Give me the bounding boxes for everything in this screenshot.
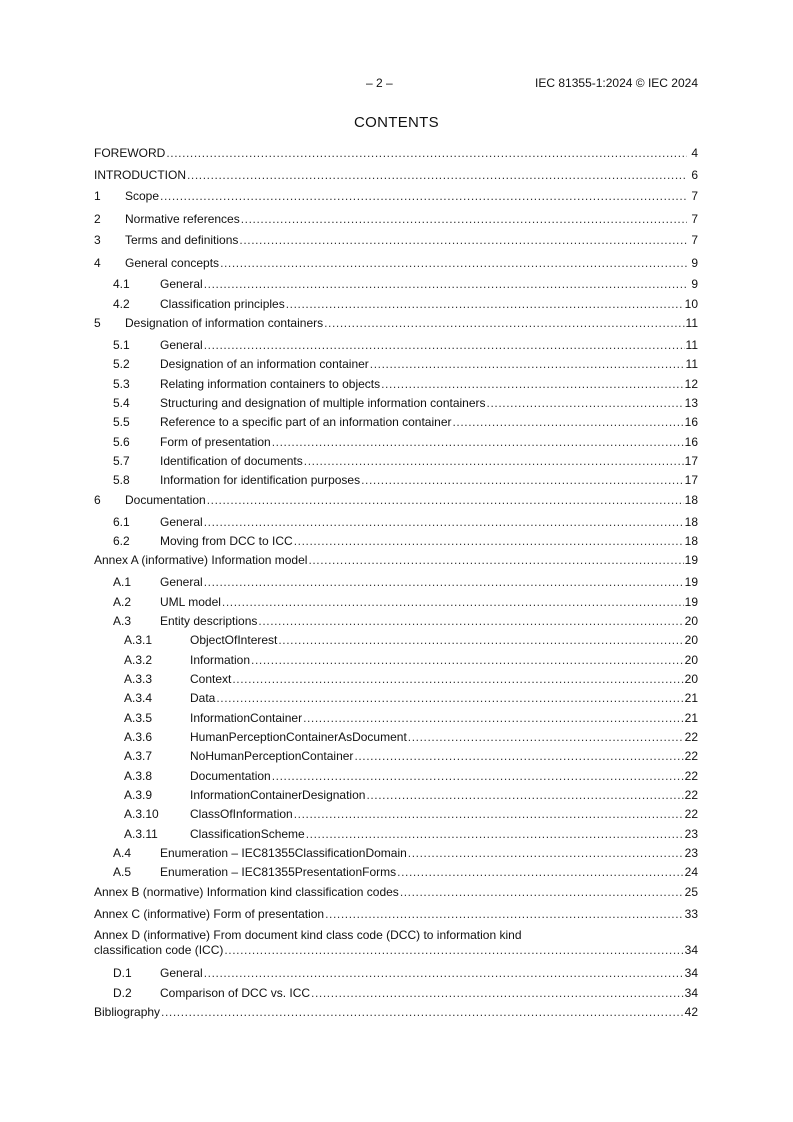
leader-dots	[272, 434, 684, 450]
toc-entry-title: General	[160, 338, 203, 352]
toc-entry-bibliography[interactable]	[94, 1004, 698, 1020]
toc-entry-6-2[interactable]	[94, 533, 698, 549]
toc-page-number: 11	[685, 357, 698, 371]
leader-dots	[487, 395, 684, 411]
toc-page-number: 20	[684, 672, 698, 686]
toc-entry-introduction[interactable]	[94, 167, 698, 183]
toc-entry-number: 5.4	[113, 396, 130, 410]
leader-dots	[294, 806, 684, 822]
toc-entry-title: INTRODUCTION	[94, 168, 186, 182]
toc-entry-title: Bibliography	[94, 1005, 161, 1019]
toc-entry-title: Enumeration – IEC81355PresentationForms	[160, 865, 397, 879]
leader-dots	[311, 985, 684, 1001]
toc-entry-a-3-2[interactable]	[94, 652, 698, 668]
leader-dots	[258, 613, 683, 629]
toc-entry-3[interactable]	[94, 232, 698, 248]
toc-page-number: 18	[684, 515, 698, 529]
leader-dots	[224, 942, 683, 958]
toc-entry-a-5[interactable]	[94, 864, 698, 880]
toc-entry-title: Form of presentation	[160, 435, 271, 449]
toc-entry-a-3-8[interactable]	[94, 768, 698, 784]
toc-page-number: 6	[691, 168, 698, 182]
toc-entry-title: Documentation	[190, 769, 271, 783]
toc-entry-title: classification code (ICC)	[94, 943, 224, 957]
toc-page-number: 7	[691, 233, 698, 247]
toc-entry-number: A.3.11	[124, 827, 158, 841]
toc-entry-5-7[interactable]	[94, 453, 698, 469]
toc-page-number: 25	[684, 885, 698, 899]
toc-entry-title: UML model	[160, 595, 221, 609]
toc-page-number: 22	[684, 730, 698, 744]
toc-entry-annex-d-line1[interactable]: Annex D (informative) From document kind class code (DCC) to information kind	[94, 928, 522, 942]
toc-entry-title: Terms and definitions	[125, 233, 239, 247]
toc-entry-number: 2	[94, 212, 101, 226]
toc-entry-title: General	[160, 575, 203, 589]
leader-dots	[286, 296, 684, 312]
toc-entry-number: 4.1	[113, 277, 130, 291]
toc-entry-number: A.3.5	[124, 711, 153, 725]
toc-page-number: 33	[684, 907, 698, 921]
toc-entry-number: A.4	[113, 846, 132, 860]
leader-dots	[453, 414, 684, 430]
toc-entry-number: A.3.4	[124, 691, 153, 705]
leader-dots	[397, 864, 684, 880]
toc-page-number: 4	[691, 146, 698, 160]
toc-page-number: 12	[684, 377, 698, 391]
toc-entry-title: ClassificationScheme	[190, 827, 305, 841]
leader-dots	[400, 884, 684, 900]
toc-entry-number: A.3.3	[124, 672, 153, 686]
toc-entry-a-3-3[interactable]	[94, 671, 698, 687]
toc-page-number: 42	[684, 1005, 698, 1019]
toc-entry-title: Documentation	[125, 493, 206, 507]
toc-entry-title: InformationContainerDesignation	[190, 788, 366, 802]
toc-page-number: 19	[684, 553, 698, 567]
toc-entry-number: 5.6	[113, 435, 130, 449]
toc-entry-title: Context	[190, 672, 232, 686]
leader-dots	[303, 710, 684, 726]
toc-entry-a-4[interactable]	[94, 845, 698, 861]
toc-entry-a-3-5[interactable]	[94, 710, 698, 726]
leader-dots	[304, 453, 684, 469]
toc-entry-5-5[interactable]	[94, 414, 698, 430]
leader-dots	[381, 376, 684, 392]
toc-entry-number: 4.2	[113, 297, 130, 311]
toc-entry-title: Designation of an information container	[160, 357, 369, 371]
toc-entry-number: 4	[94, 256, 101, 270]
toc-entry-title: Structuring and designation of multiple information containers	[160, 396, 486, 410]
toc-page-number: 19	[684, 595, 698, 609]
toc-entry-title: Moving from DCC to ICC	[160, 534, 293, 548]
toc-entry-title: Information	[190, 653, 251, 667]
leader-dots	[204, 337, 685, 353]
toc-entry-annex-a[interactable]	[94, 552, 698, 568]
leader-dots	[204, 574, 684, 590]
toc-entry-number: 5.5	[113, 415, 130, 429]
leader-dots	[222, 594, 684, 610]
toc-page-number: 9	[691, 277, 698, 291]
toc-entry-1[interactable]	[94, 188, 698, 204]
toc-entry-title: Classification principles	[160, 297, 285, 311]
toc-entry-6[interactable]	[94, 492, 698, 508]
toc-page-number: 22	[684, 807, 698, 821]
toc-page-number: 17	[684, 473, 698, 487]
toc-entry-a-3-7[interactable]	[94, 748, 698, 764]
toc-entry-number: 5.3	[113, 377, 130, 391]
toc-page-number: 11	[685, 316, 698, 330]
toc-entry-number: A.2	[113, 595, 132, 609]
page-number: – 2 –	[366, 76, 393, 90]
toc-entry-title: Annex A (informative) Information model	[94, 553, 308, 567]
leader-dots	[204, 965, 684, 981]
toc-page-number: 22	[684, 749, 698, 763]
toc-entry-a-1[interactable]	[94, 574, 698, 590]
toc-entry-title: NoHumanPerceptionContainer	[190, 749, 354, 763]
toc-entry-a-2[interactable]	[94, 594, 698, 610]
toc-page-number: 9	[691, 256, 698, 270]
toc-entry-number: A.1	[113, 575, 132, 589]
toc-entry-4-2[interactable]	[94, 296, 698, 312]
leader-dots	[204, 276, 687, 292]
leader-dots	[408, 845, 684, 861]
toc-entry-title: Reference to a specific part of an information container	[160, 415, 452, 429]
leader-dots	[366, 787, 683, 803]
toc-entry-number: 5	[94, 316, 101, 330]
toc-entry-title: Relating information containers to objects	[160, 377, 381, 391]
toc-entry-number: 5.2	[113, 357, 130, 371]
toc-entry-title: Designation of information containers	[125, 316, 324, 330]
leader-dots	[187, 167, 687, 183]
toc-page-number: 22	[684, 788, 698, 802]
toc-page-number: 16	[684, 415, 698, 429]
toc-entry-title: Normative references	[125, 212, 240, 226]
leader-dots	[216, 690, 683, 706]
leader-dots	[408, 729, 684, 745]
toc-page-number: 34	[684, 966, 698, 980]
toc-entry-a-3-10[interactable]	[94, 806, 698, 822]
toc-page-number: 10	[684, 297, 698, 311]
toc-entry-title: Annex C (informative) Form of presentation	[94, 907, 325, 921]
leader-dots	[232, 671, 683, 687]
toc-page-number: 13	[684, 396, 698, 410]
toc-page-number: 20	[684, 614, 698, 628]
page-header	[95, 76, 698, 92]
toc-entry-number: A.3.6	[124, 730, 153, 744]
toc-page-number: 18	[684, 493, 698, 507]
toc-entry-5-1[interactable]	[94, 337, 698, 353]
leader-dots	[361, 472, 684, 488]
toc-entry-number: A.3.9	[124, 788, 153, 802]
toc-entry-annex-b[interactable]	[94, 884, 698, 900]
toc-entry-title: ClassOfInformation	[190, 807, 293, 821]
leader-dots	[239, 232, 687, 248]
toc-page-number: 19	[684, 575, 698, 589]
toc-entry-number: A.3.1	[124, 633, 153, 647]
toc-entry-title: InformationContainer	[190, 711, 303, 725]
leader-dots	[166, 145, 687, 161]
toc-entry-title: General	[160, 515, 203, 529]
toc-entry-title: Enumeration – IEC81355ClassificationDomain	[160, 846, 407, 860]
toc-entry-title: General	[160, 966, 203, 980]
leader-dots	[294, 533, 684, 549]
toc-entry-4[interactable]	[94, 255, 698, 271]
toc-entry-4-1[interactable]	[94, 276, 698, 292]
toc-entry-title: HumanPerceptionContainerAsDocument	[190, 730, 407, 744]
toc-entry-title: Identification of documents	[160, 454, 303, 468]
leader-dots	[325, 906, 684, 922]
toc-entry-5[interactable]	[94, 315, 698, 331]
toc-entry-5-8[interactable]	[94, 472, 698, 488]
toc-entry-number: 6	[94, 493, 101, 507]
toc-entry-title: Data	[190, 691, 216, 705]
leader-dots	[207, 492, 684, 508]
leader-dots	[241, 211, 687, 227]
toc-page-number: 23	[684, 846, 698, 860]
toc-entry-number: A.3.8	[124, 769, 153, 783]
toc-page-number: 17	[684, 454, 698, 468]
toc-entry-annex-c[interactable]	[94, 906, 698, 922]
toc-entry-5-6[interactable]	[94, 434, 698, 450]
leader-dots	[354, 748, 683, 764]
toc-entry-d-2[interactable]	[94, 985, 698, 1001]
toc-entry-number: A.5	[113, 865, 132, 879]
leader-dots	[161, 1004, 684, 1020]
leader-dots	[251, 652, 684, 668]
toc-entry-foreword[interactable]	[94, 145, 698, 161]
toc-page-number: 21	[684, 711, 698, 725]
toc-entry-a-3-9[interactable]	[94, 787, 698, 803]
toc-entry-number: 5.8	[113, 473, 130, 487]
toc-entry-title: ObjectOfInterest	[190, 633, 278, 647]
toc-page-number: 11	[685, 338, 698, 352]
toc-entry-title: Information for identification purposes	[160, 473, 361, 487]
toc-page-number: 22	[684, 769, 698, 783]
toc-page-number: 7	[691, 212, 698, 226]
toc-page-number: 21	[684, 691, 698, 705]
toc-page-number: 7	[691, 189, 698, 203]
toc-page-number: 34	[684, 986, 698, 1000]
toc-entry-annex-d[interactable]	[94, 942, 698, 958]
toc-entry-number: 6.1	[113, 515, 130, 529]
toc-entry-number: 5.1	[113, 338, 130, 352]
toc-entry-5-4[interactable]	[94, 395, 698, 411]
toc-entry-number: A.3.7	[124, 749, 153, 763]
toc-entry-title: Scope	[125, 189, 160, 203]
toc-entry-title: Annex B (normative) Information kind classification codes	[94, 885, 399, 899]
toc-entry-6-1[interactable]	[94, 514, 698, 530]
toc-entry-d-1[interactable]	[94, 965, 698, 981]
leader-dots	[308, 552, 683, 568]
toc-page-number: 20	[684, 633, 698, 647]
toc-entry-a-3-1[interactable]	[94, 632, 698, 648]
leader-dots	[278, 632, 683, 648]
toc-entry-number: A.3.10	[124, 807, 159, 821]
toc-entry-number: 1	[94, 189, 101, 203]
toc-entry-title: Entity descriptions	[160, 614, 258, 628]
toc-entry-number: A.3	[113, 614, 132, 628]
toc-entry-number: D.2	[113, 986, 132, 1000]
toc-entry-a-3-6[interactable]	[94, 729, 698, 745]
standard-reference: IEC 81355-1:2024 © IEC 2024	[535, 76, 698, 90]
toc-page-number: 16	[684, 435, 698, 449]
toc-page-number: 20	[684, 653, 698, 667]
toc-entry-5-3[interactable]	[94, 376, 698, 392]
toc-entry-number: 3	[94, 233, 101, 247]
page-title: CONTENTS	[354, 114, 439, 131]
leader-dots	[272, 768, 684, 784]
toc-entry-title: General	[160, 277, 203, 291]
toc-entry-2[interactable]	[94, 211, 698, 227]
toc-entry-title: Comparison of DCC vs. ICC	[160, 986, 311, 1000]
toc-entry-a-3[interactable]	[94, 613, 698, 629]
toc-entry-number: D.1	[113, 966, 132, 980]
leader-dots	[306, 826, 684, 842]
toc-entry-title: General concepts	[125, 256, 220, 270]
toc-page-number: 18	[684, 534, 698, 548]
leader-dots	[370, 356, 685, 372]
toc-page-number: 23	[684, 827, 698, 841]
toc-entry-title: FOREWORD	[94, 146, 166, 160]
leader-dots	[324, 315, 684, 331]
toc-entry-a-3-11[interactable]	[94, 826, 698, 842]
leader-dots	[220, 255, 687, 271]
toc-page-number: 24	[684, 865, 698, 879]
toc-entry-number: 5.7	[113, 454, 130, 468]
toc-entry-a-3-4[interactable]	[94, 690, 698, 706]
toc-entry-number: A.3.2	[124, 653, 153, 667]
toc-page-number: 34	[684, 943, 698, 957]
toc-entry-number: 6.2	[113, 534, 130, 548]
toc-entry-5-2[interactable]	[94, 356, 698, 372]
leader-dots	[160, 188, 687, 204]
leader-dots	[204, 514, 684, 530]
